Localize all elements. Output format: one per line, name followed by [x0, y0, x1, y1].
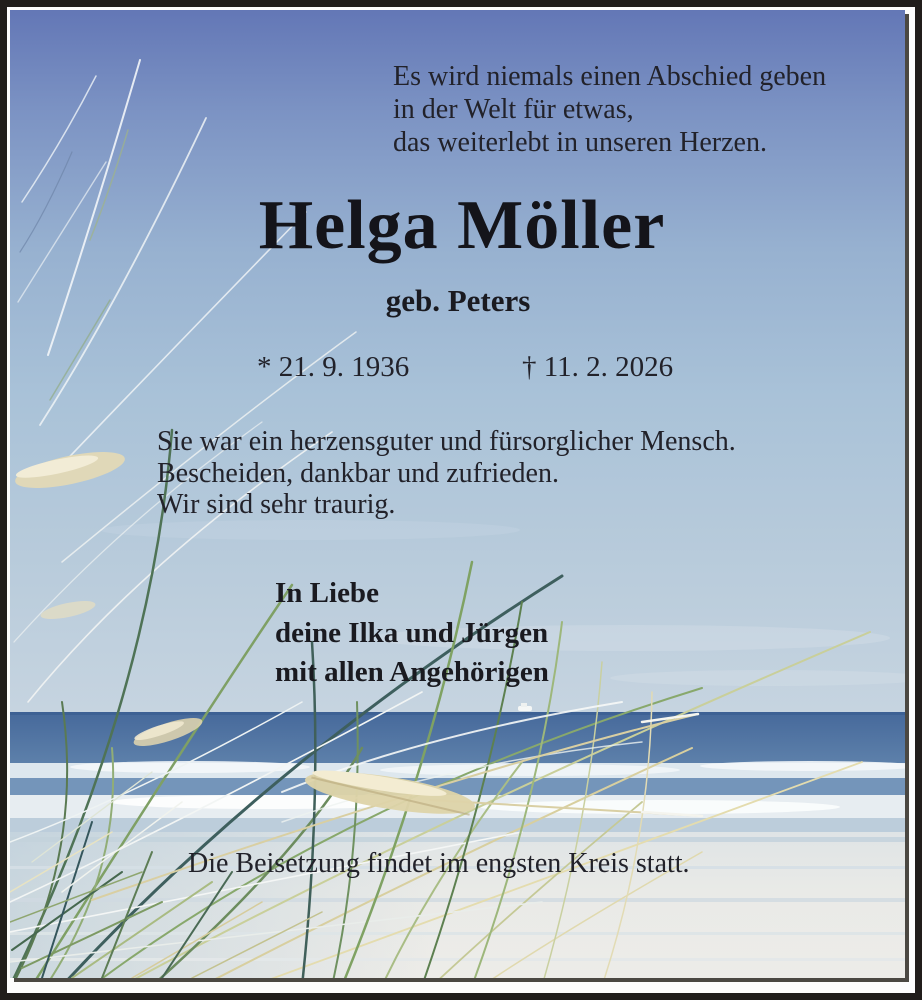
memorial-quote-line: in der Welt für etwas, — [393, 94, 634, 125]
deceased-name: Helga Möller — [258, 187, 666, 264]
eulogy-line: Wir sind sehr traurig. — [157, 489, 396, 520]
death-date: † 11. 2. 2026 — [522, 351, 674, 383]
memorial-quote-line: Es wird niemals einen Abschied geben — [393, 61, 827, 92]
eulogy-line: Bescheiden, dankbar und zufrieden. — [157, 457, 559, 489]
memorial-quote-line: das weiterlebt in unseren Herzen. — [393, 127, 767, 158]
eulogy-line: Sie war ein herzensguter und fürsorglicher Mensch. — [157, 426, 736, 457]
farewell-line: In Liebe — [275, 577, 379, 609]
beach-photo — [10, 10, 905, 978]
farewell-text — [275, 574, 549, 693]
birth-date: * 21. 9. 1936 — [257, 351, 410, 383]
birth-name: geb. Peters — [385, 283, 531, 318]
farewell-line: mit allen Angehörigen — [275, 656, 549, 688]
farewell-line: deine Ilka und Jürgen — [275, 616, 549, 649]
funeral-note: Die Beisetzung findet im engsten Kreis statt. — [188, 848, 690, 879]
frame-mat — [7, 7, 915, 993]
memorial-quote — [393, 60, 826, 159]
eulogy-text — [157, 426, 736, 521]
